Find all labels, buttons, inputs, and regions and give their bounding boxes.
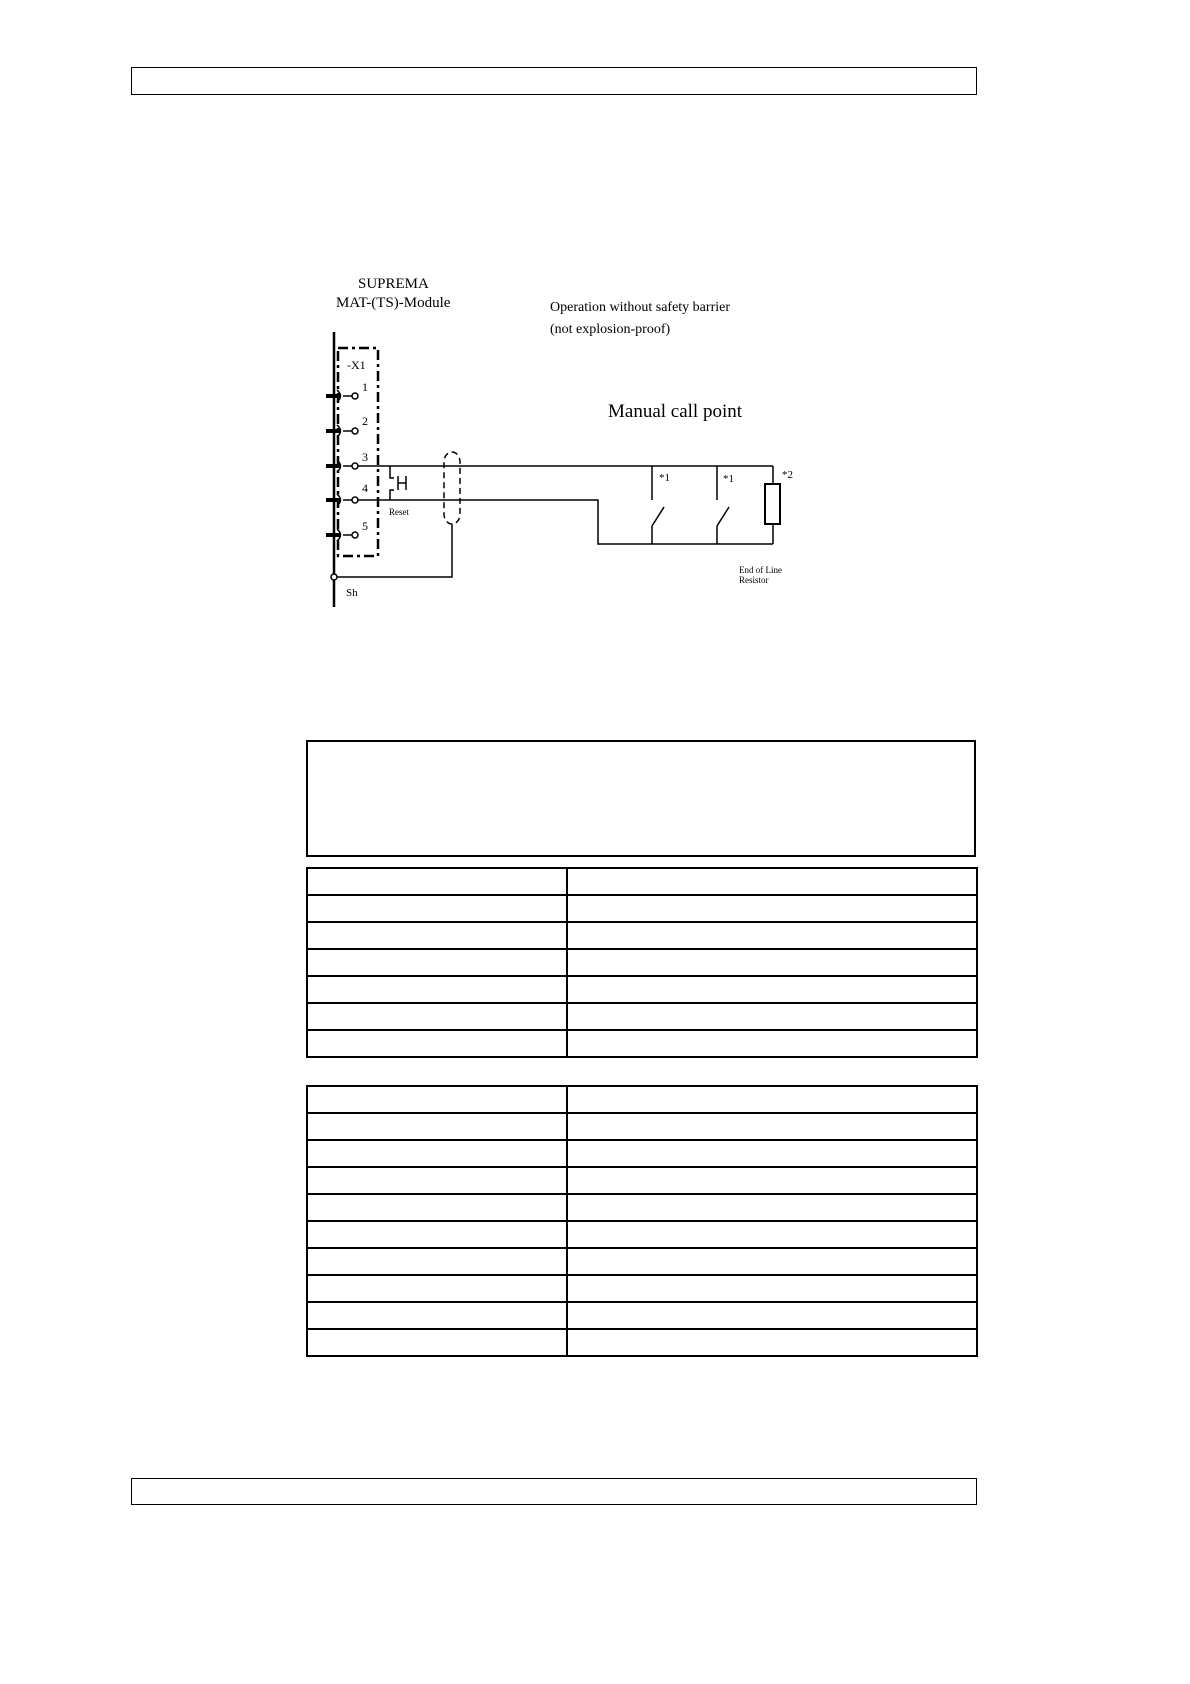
table-row xyxy=(307,1167,977,1194)
spec-table-2 xyxy=(306,1085,978,1357)
terminal-connectors xyxy=(337,390,358,541)
table-cell-label xyxy=(307,1329,567,1356)
terminal-label-3: 3 xyxy=(362,450,368,464)
resistor-label-line1: End of Line xyxy=(739,565,782,575)
table-row xyxy=(307,868,977,895)
table-row xyxy=(307,1302,977,1329)
table-row xyxy=(307,976,977,1003)
switch-note-1: *1 xyxy=(659,472,670,484)
table-cell-value xyxy=(567,1030,977,1057)
table-row xyxy=(307,1221,977,1248)
table-cell-value xyxy=(567,1329,977,1356)
table-cell-label xyxy=(307,922,567,949)
reset-button-symbol xyxy=(390,466,406,500)
table-row xyxy=(307,1086,977,1113)
note-box xyxy=(306,740,976,857)
table-row xyxy=(307,922,977,949)
table-cell-value xyxy=(567,1140,977,1167)
table-cell-value xyxy=(567,1221,977,1248)
table-cell-label xyxy=(307,1113,567,1140)
table-cell-value xyxy=(567,1113,977,1140)
table-row xyxy=(307,949,977,976)
shield-drain-wire xyxy=(334,524,452,577)
table-cell-label xyxy=(307,1030,567,1057)
table-cell-value xyxy=(567,1302,977,1329)
terminal-label-4: 4 xyxy=(362,481,368,495)
table-cell-label xyxy=(307,1167,567,1194)
table-cell-label xyxy=(307,1086,567,1113)
reset-label: Reset xyxy=(389,507,409,517)
table-cell-label xyxy=(307,976,567,1003)
table-cell-value xyxy=(567,1003,977,1030)
wire-terminal-4 xyxy=(358,500,773,544)
table-row xyxy=(307,1113,977,1140)
shield-junction xyxy=(331,574,337,580)
terminal-label-1: 1 xyxy=(362,380,368,394)
table-row xyxy=(307,1329,977,1356)
table-cell-label xyxy=(307,868,567,895)
device-title: Manual call point xyxy=(608,401,743,422)
end-of-line-resistor-symbol xyxy=(765,466,780,544)
table-row xyxy=(307,1275,977,1302)
table-row xyxy=(307,1003,977,1030)
table-cell-label xyxy=(307,895,567,922)
table-row xyxy=(307,1140,977,1167)
module-box xyxy=(338,348,378,556)
table-cell-label xyxy=(307,1302,567,1329)
table-cell-value xyxy=(567,949,977,976)
table-cell-value xyxy=(567,1167,977,1194)
table-cell-value xyxy=(567,1248,977,1275)
switch-note-2: *1 xyxy=(723,473,734,485)
shield-label: Sh xyxy=(346,587,358,599)
module-title-line2: MAT-(TS)-Module xyxy=(336,295,451,311)
table-cell-label xyxy=(307,949,567,976)
resistor-note: *2 xyxy=(782,469,793,481)
table-row xyxy=(307,1030,977,1057)
table-cell-value xyxy=(567,1275,977,1302)
terminal-label-2: 2 xyxy=(362,414,368,428)
table-cell-label xyxy=(307,1140,567,1167)
table-cell-value xyxy=(567,922,977,949)
spec-table-1 xyxy=(306,867,978,1058)
module-title-line1: SUPREMA xyxy=(358,276,429,292)
table-cell-value xyxy=(567,1086,977,1113)
terminal-label-5: 5 xyxy=(362,519,368,533)
operation-line2: (not explosion-proof) xyxy=(550,322,671,337)
table-cell-label xyxy=(307,1248,567,1275)
resistor-label-line2: Resistor xyxy=(739,575,769,585)
table-cell-value xyxy=(567,976,977,1003)
table-cell-value xyxy=(567,1194,977,1221)
table-row xyxy=(307,1248,977,1275)
cable-shield-symbol xyxy=(444,452,460,524)
table-cell-value xyxy=(567,895,977,922)
table-cell-label xyxy=(307,1221,567,1248)
table-cell-label xyxy=(307,1003,567,1030)
connector-label: -X1 xyxy=(347,358,366,372)
table-row xyxy=(307,1194,977,1221)
operation-line1: Operation without safety barrier xyxy=(550,300,730,315)
table-cell-value xyxy=(567,868,977,895)
table-cell-label xyxy=(307,1194,567,1221)
table-row xyxy=(307,895,977,922)
table-cell-label xyxy=(307,1275,567,1302)
